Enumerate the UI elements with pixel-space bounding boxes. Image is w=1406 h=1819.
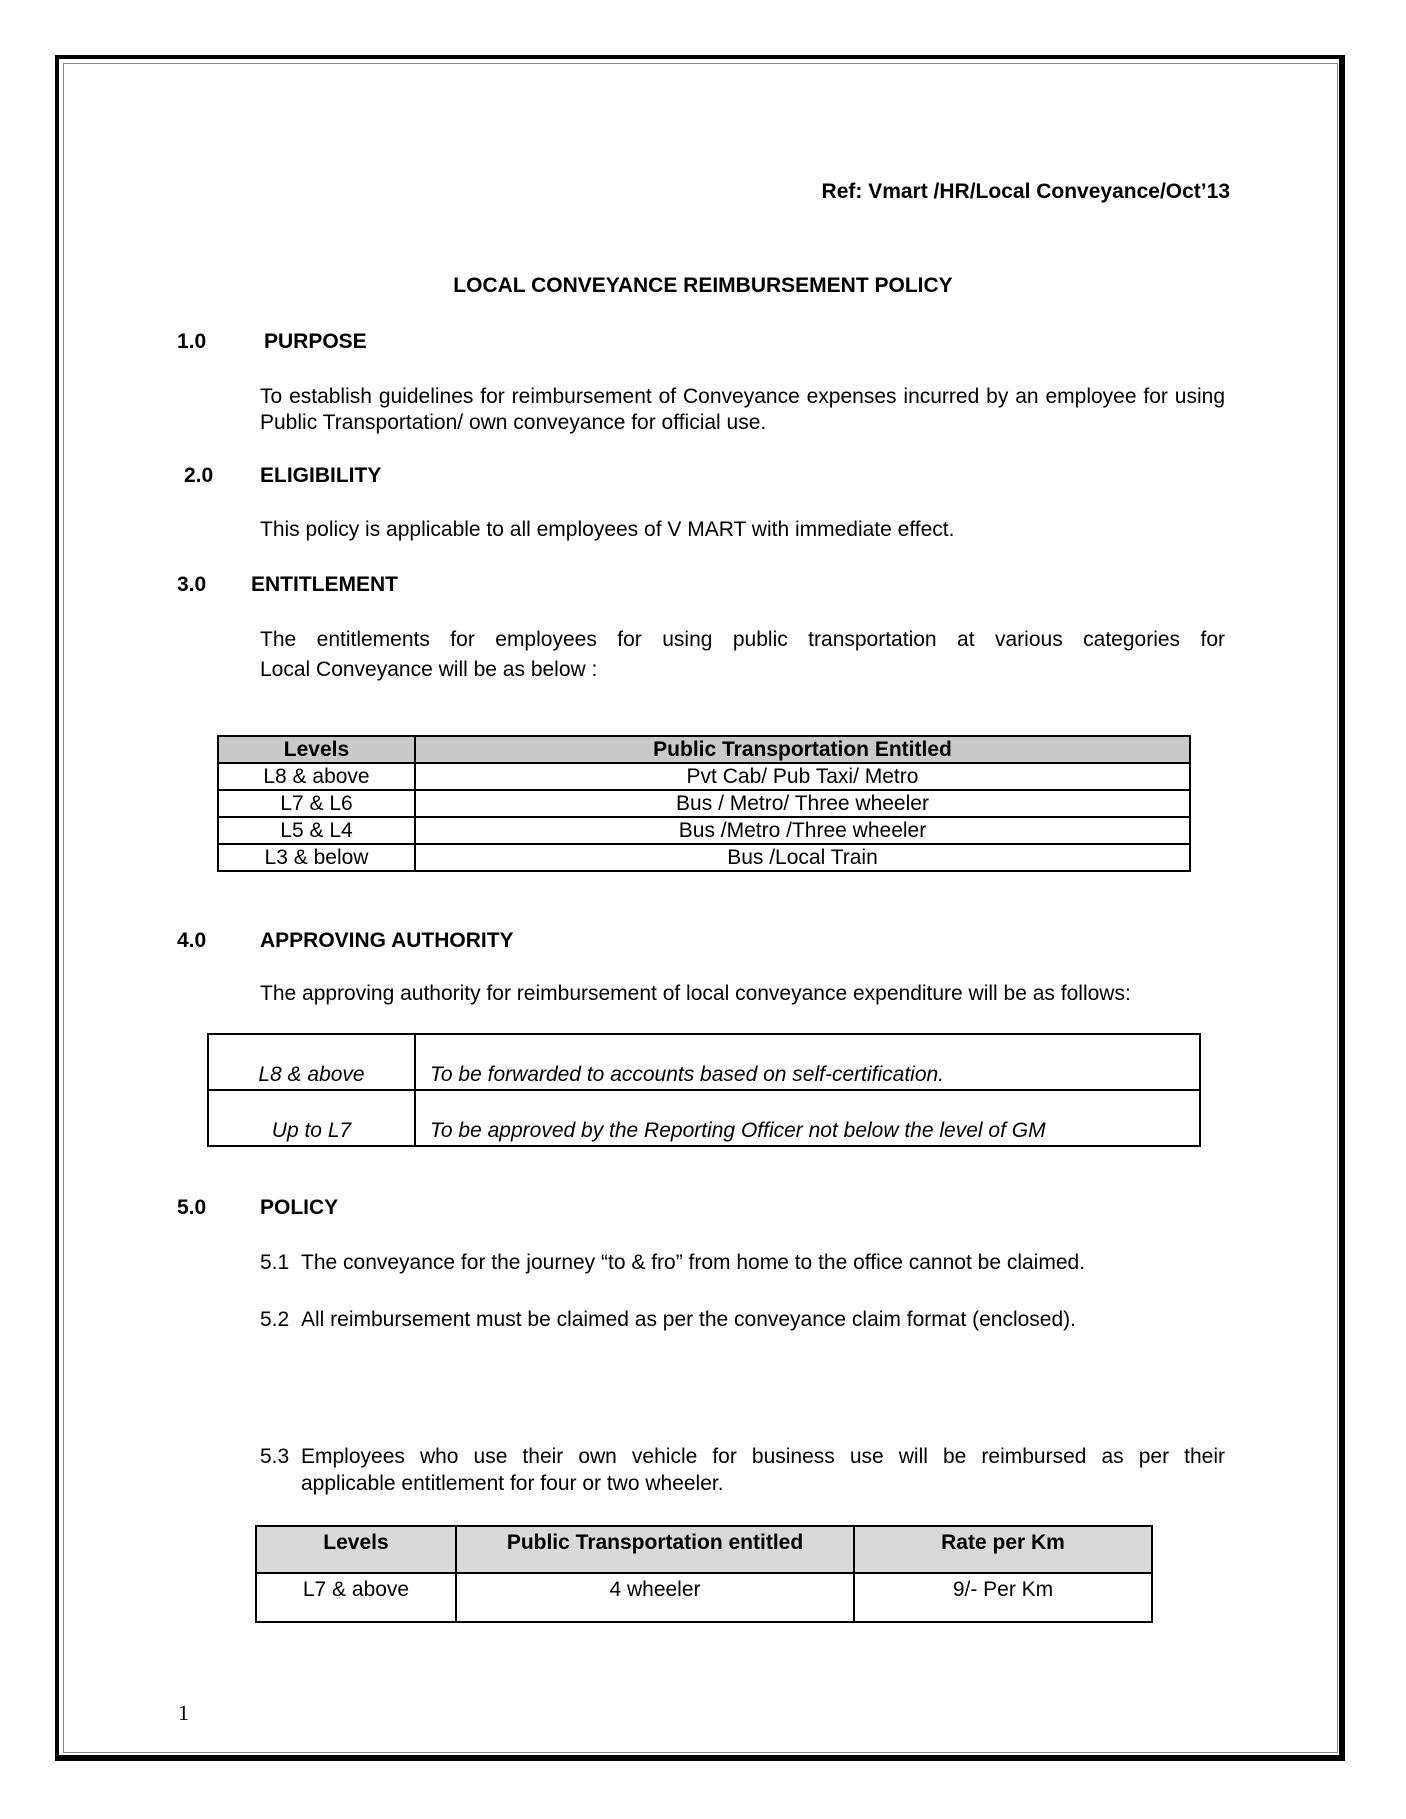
table-header: Rate per Km	[854, 1526, 1152, 1573]
document-title: LOCAL CONVEYANCE REIMBURSEMENT POLICY	[453, 274, 953, 297]
vehicle-rate-table	[255, 1525, 1153, 1623]
table-cell: L5 & L4	[218, 817, 415, 844]
entitlement-text-line1: The entitlements for employees for using public transportation at various categories for	[260, 628, 1225, 651]
table-row	[208, 1034, 1200, 1090]
table-row	[256, 1573, 1152, 1622]
table-row	[218, 844, 1190, 871]
approval-table	[207, 1033, 1201, 1147]
policy-item-text-line2: applicable entitlement for four or two wheeler.	[301, 1472, 724, 1495]
section-number-entitlement: 3.0	[177, 573, 207, 596]
section-number-approving: 4.0	[177, 929, 207, 952]
purpose-text: To establish guidelines for reimbursement of Conveyance expenses incurred by an employee for using Public Transportation/ own conveyance for official use.	[260, 385, 1225, 434]
table-cell: 9/- Per Km	[854, 1573, 1152, 1622]
table-row	[218, 790, 1190, 817]
table-header: Levels	[256, 1526, 456, 1573]
section-title-purpose: PURPOSE	[264, 330, 367, 353]
policy-item-number: 5.3	[260, 1445, 290, 1468]
table-header: Public Transportation Entitled	[415, 736, 1190, 763]
table-header: Levels	[218, 736, 415, 763]
table-row	[218, 817, 1190, 844]
table-cell: L8 & above	[208, 1034, 415, 1090]
table-cell: L7 & above	[256, 1573, 456, 1622]
table-cell: Bus /Metro /Three wheeler	[415, 817, 1190, 844]
entitlement-text-line2: Local Conveyance will be as below :	[260, 658, 598, 681]
policy-item-text-line1: Employees who use their own vehicle for business use will be reimbursed as per their	[301, 1445, 1225, 1468]
approving-text: The approving authority for reimbursement of local conveyance expenditure will be as follows:	[260, 982, 1131, 1005]
entitlement-table	[217, 735, 1191, 872]
table-row	[218, 763, 1190, 790]
table-cell: L8 & above	[218, 763, 415, 790]
table-cell: Bus /Local Train	[415, 844, 1190, 871]
policy-item-text: The conveyance for the journey “to & fro” from home to the office cannot be claimed.	[301, 1251, 1086, 1274]
policy-item-number: 5.2	[260, 1308, 290, 1331]
section-number-purpose: 1.0	[177, 330, 207, 353]
section-title-entitlement: ENTITLEMENT	[251, 573, 398, 596]
table-row	[208, 1090, 1200, 1146]
page-number: 1	[178, 1700, 189, 1725]
section-title-eligibility: ELIGIBILITY	[260, 464, 382, 487]
policy-item-number: 5.1	[260, 1251, 290, 1274]
table-cell: L7 & L6	[218, 790, 415, 817]
table-cell: Bus / Metro/ Three wheeler	[415, 790, 1190, 817]
section-number-eligibility: 2.0	[184, 464, 214, 487]
table-cell: L3 & below	[218, 844, 415, 871]
table-header-row	[218, 736, 1190, 763]
table-header-row	[256, 1526, 1152, 1573]
section-title-policy: POLICY	[260, 1196, 339, 1219]
table-cell: Up to L7	[208, 1090, 415, 1146]
eligibility-text: This policy is applicable to all employees of V MART with immediate effect.	[260, 518, 955, 541]
section-title-approving: APPROVING AUTHORITY	[260, 929, 514, 952]
table-cell: 4 wheeler	[456, 1573, 854, 1622]
section-number-policy: 5.0	[177, 1196, 207, 1219]
reference-number: Ref: Vmart /HR/Local Conveyance/Oct’13	[821, 180, 1230, 203]
page-inner-border	[63, 63, 1338, 1753]
table-cell: Pvt Cab/ Pub Taxi/ Metro	[415, 763, 1190, 790]
policy-item-text: All reimbursement must be claimed as per the conveyance claim format (enclosed).	[301, 1308, 1076, 1331]
table-cell: To be forwarded to accounts based on self-certification.	[415, 1034, 1200, 1090]
table-header: Public Transportation entitled	[456, 1526, 854, 1573]
table-cell: To be approved by the Reporting Officer not below the level of GM	[415, 1090, 1200, 1146]
